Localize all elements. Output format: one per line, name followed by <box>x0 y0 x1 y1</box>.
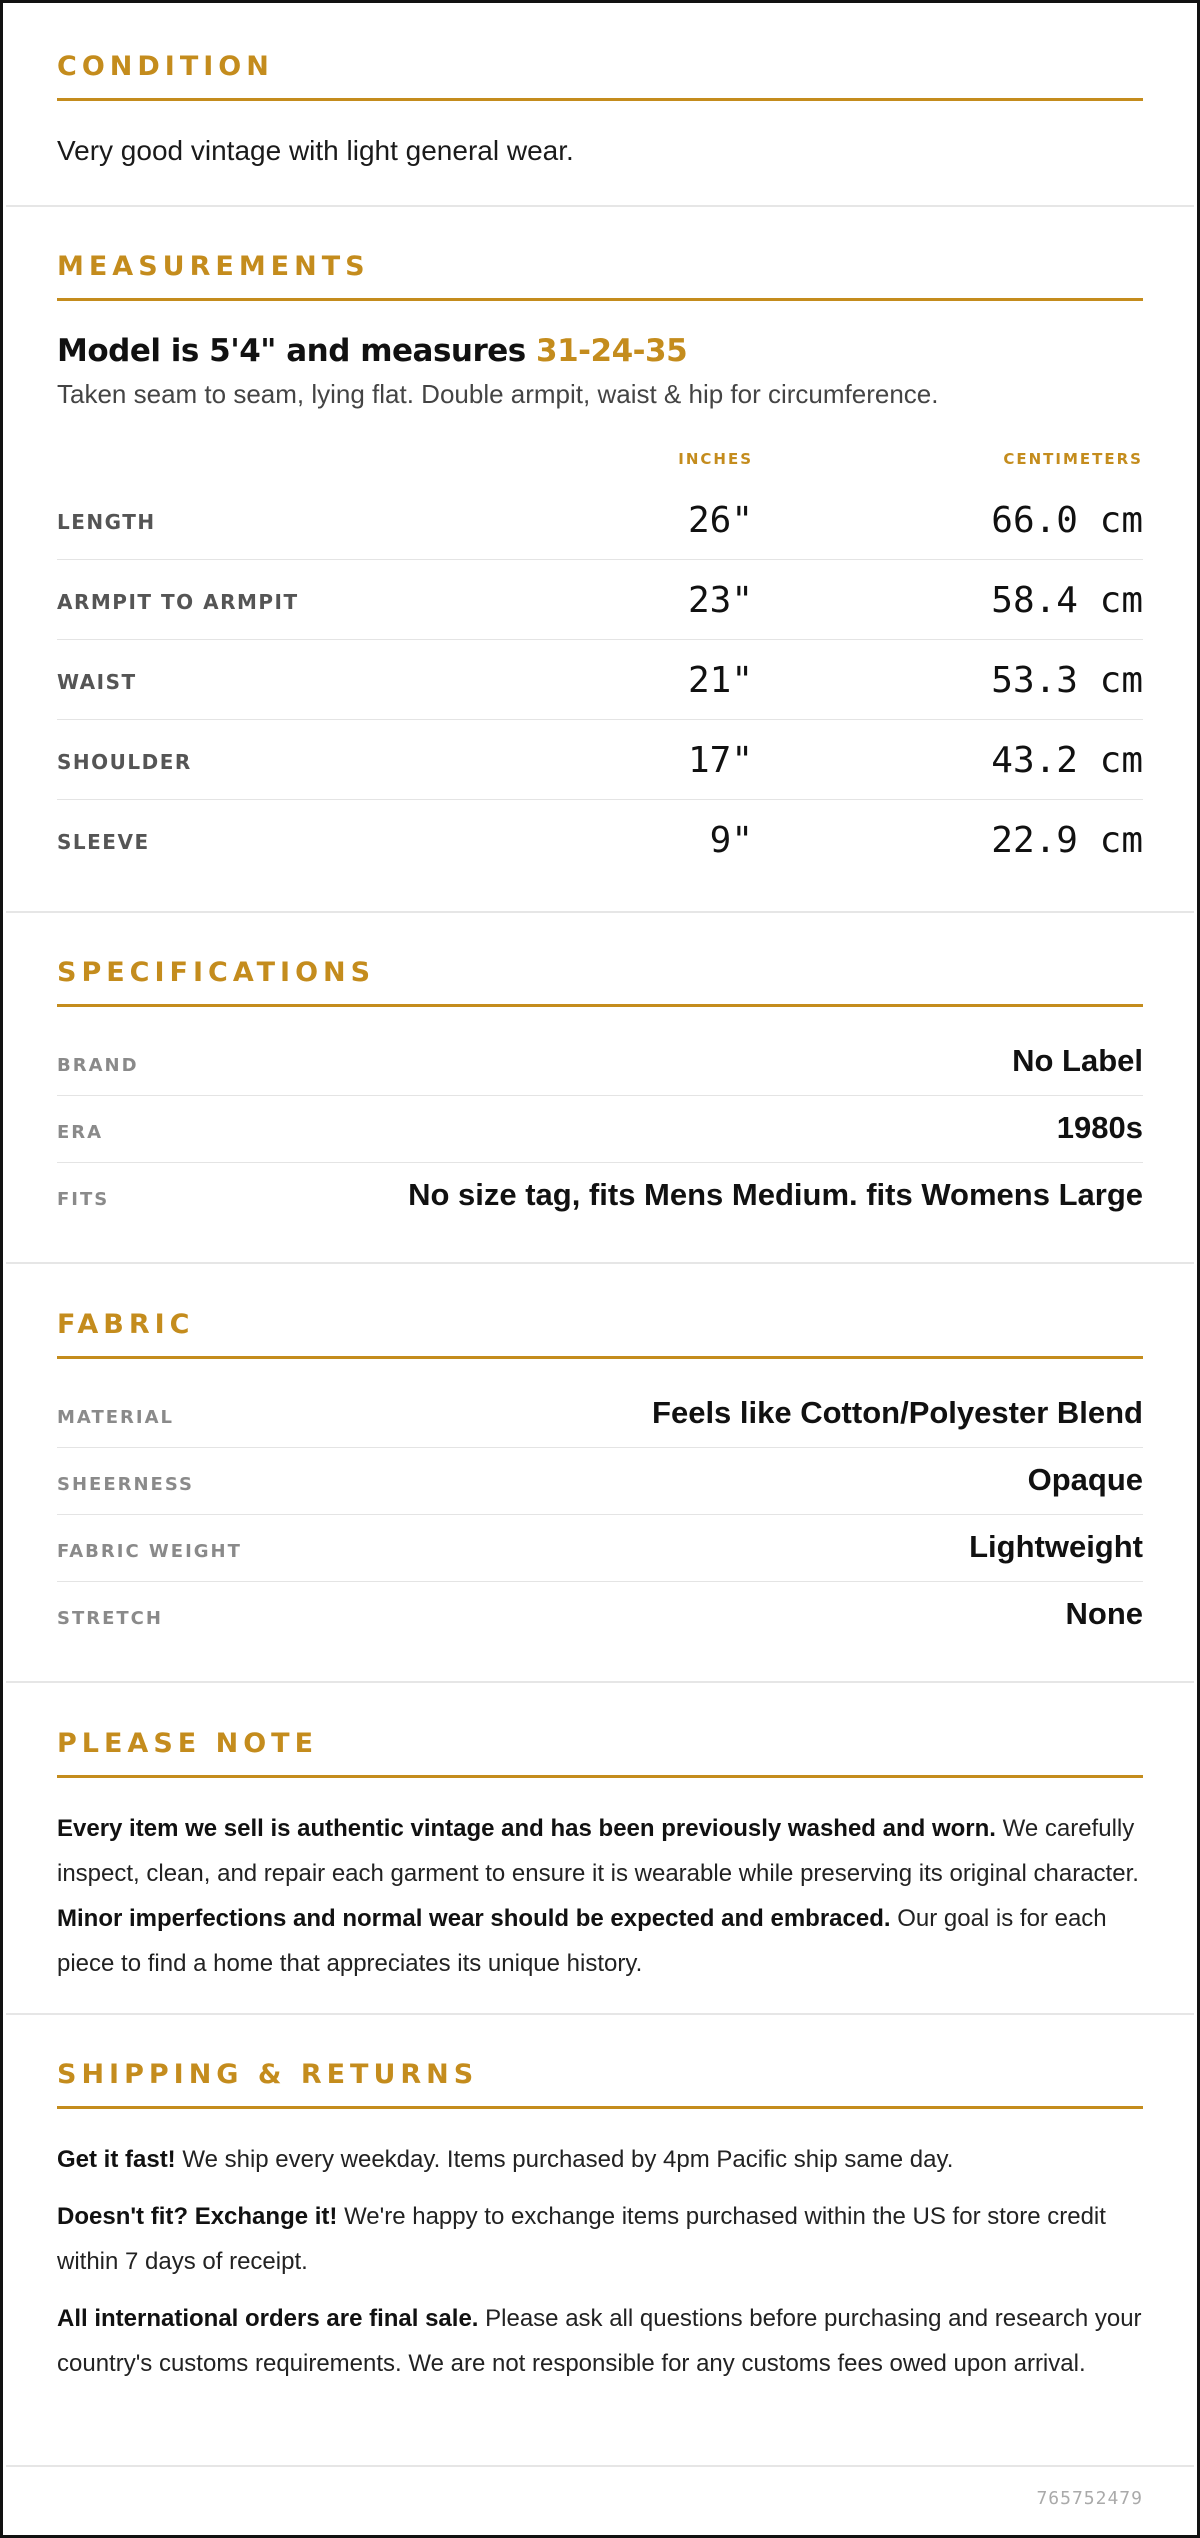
fabric-value: Lightweight <box>969 1529 1143 1564</box>
specifications-table <box>57 1029 1143 1230</box>
shipping-bold-3: All international orders are final sale. <box>57 2305 479 2332</box>
fabric-heading: FABRIC <box>57 1309 1143 1359</box>
table-row <box>57 720 1143 800</box>
measurement-label: LENGTH <box>57 510 156 534</box>
measurements-heading: MEASUREMENTS <box>57 251 1143 301</box>
note-bold-2: Minor imperfections and normal wear should be expected and embraced. <box>57 1905 891 1932</box>
table-row <box>57 1515 1143 1582</box>
centimeters-column-header: CENTIMETERS <box>1003 450 1143 468</box>
table-row <box>57 1029 1143 1096</box>
please-note-section <box>3 1728 1197 1986</box>
model-line <box>57 333 1143 369</box>
please-note-heading: PLEASE NOTE <box>57 1728 1143 1778</box>
product-id: 765752479 <box>1036 2488 1143 2509</box>
measurement-label: SHOULDER <box>57 750 192 774</box>
measurement-cm: 22.9 cm <box>991 820 1143 861</box>
fabric-label: SHEERNESS <box>57 1474 194 1495</box>
model-line-prefix: Model is 5'4" and measures <box>57 333 537 369</box>
measurement-cm: 58.4 cm <box>991 580 1143 621</box>
section-divider <box>6 205 1194 207</box>
measurements-subtitle: Taken seam to seam, lying flat. Double armpit, waist & hip for circumference. <box>57 379 939 409</box>
note-bold-1: Every item we sell is authentic vintage and has been previously washed and worn. <box>57 1815 996 1842</box>
table-row <box>57 1448 1143 1515</box>
section-divider <box>6 1262 1194 1264</box>
please-note-text <box>57 1806 1143 1986</box>
shipping-bold-1: Get it fast! <box>57 2146 176 2173</box>
section-divider <box>6 2013 1194 2015</box>
note-text-2: Our goal is for each piece to find a home that appreciates its unique history. <box>57 1905 1107 1977</box>
measurement-cm: 43.2 cm <box>991 740 1143 781</box>
table-row <box>57 640 1143 720</box>
table-row <box>57 1163 1143 1230</box>
measurement-label: ARMPIT TO ARMPIT <box>57 590 299 614</box>
spec-value: No Label <box>1012 1043 1143 1078</box>
fabric-label: STRETCH <box>57 1608 163 1629</box>
specifications-heading: SPECIFICATIONS <box>57 957 1143 1007</box>
shipping-paragraph-1 <box>57 2137 1143 2182</box>
measurement-cm: 66.0 cm <box>991 500 1143 541</box>
measurement-inches: 23" <box>687 580 753 621</box>
measurement-inches: 17" <box>687 740 753 781</box>
measurement-inches: 9" <box>709 820 753 861</box>
shipping-section <box>3 2059 1197 2386</box>
measurements-section <box>3 251 1197 880</box>
table-row <box>57 800 1143 880</box>
measurement-inches: 26" <box>687 500 753 541</box>
fabric-section <box>3 1309 1197 1649</box>
table-row <box>57 1096 1143 1163</box>
measurement-label: SLEEVE <box>57 830 150 854</box>
table-row <box>57 560 1143 640</box>
shipping-paragraph-3 <box>57 2296 1143 2386</box>
fabric-table <box>57 1381 1143 1649</box>
specifications-section <box>3 957 1197 1230</box>
spec-label: FITS <box>57 1189 110 1210</box>
condition-text: Very good vintage with light general wear. <box>57 135 574 166</box>
shipping-text-1: We ship every weekday. Items purchased by 4pm Pacific ship same day. <box>175 2146 954 2173</box>
table-row <box>57 1381 1143 1448</box>
condition-section <box>3 51 1197 167</box>
fabric-label: MATERIAL <box>57 1407 174 1428</box>
measurement-label: WAIST <box>57 670 137 694</box>
section-divider <box>6 1681 1194 1683</box>
shipping-bold-2: Doesn't fit? Exchange it! <box>57 2203 338 2230</box>
spec-value: No size tag, fits Mens Medium. fits Womens Large <box>408 1177 1143 1212</box>
table-row <box>57 480 1143 560</box>
shipping-text-3: Please ask all questions before purchasing and research your country's customs requirements. We are not responsible for any customs fees owed upon arrival. <box>57 2305 1142 2377</box>
fabric-label: FABRIC WEIGHT <box>57 1541 242 1562</box>
spec-label: BRAND <box>57 1055 139 1076</box>
shipping-text-2: We're happy to exchange items purchased within the US for store credit within 7 days of receipt. <box>57 2203 1106 2275</box>
measurements-column-headers <box>57 440 1143 480</box>
measurement-cm: 53.3 cm <box>991 660 1143 701</box>
fabric-value: Feels like Cotton/Polyester Blend <box>652 1395 1143 1430</box>
table-row <box>57 1582 1143 1649</box>
spec-value: 1980s <box>1056 1110 1143 1145</box>
measurements-table <box>57 480 1143 880</box>
model-measures: 31-24-35 <box>536 333 688 369</box>
condition-heading: CONDITION <box>57 51 1143 101</box>
inches-column-header: INCHES <box>678 450 753 468</box>
note-text-1: We carefully inspect, clean, and repair each garment to ensure it is wearable while preserving its original character. <box>57 1815 1139 1887</box>
shipping-heading: SHIPPING & RETURNS <box>57 2059 1143 2109</box>
fabric-value: None <box>1065 1596 1143 1631</box>
shipping-paragraph-2 <box>57 2194 1143 2284</box>
section-divider <box>6 911 1194 913</box>
spec-label: ERA <box>57 1122 104 1143</box>
measurement-inches: 21" <box>687 660 753 701</box>
fabric-value: Opaque <box>1027 1462 1143 1497</box>
section-divider <box>6 2465 1194 2467</box>
